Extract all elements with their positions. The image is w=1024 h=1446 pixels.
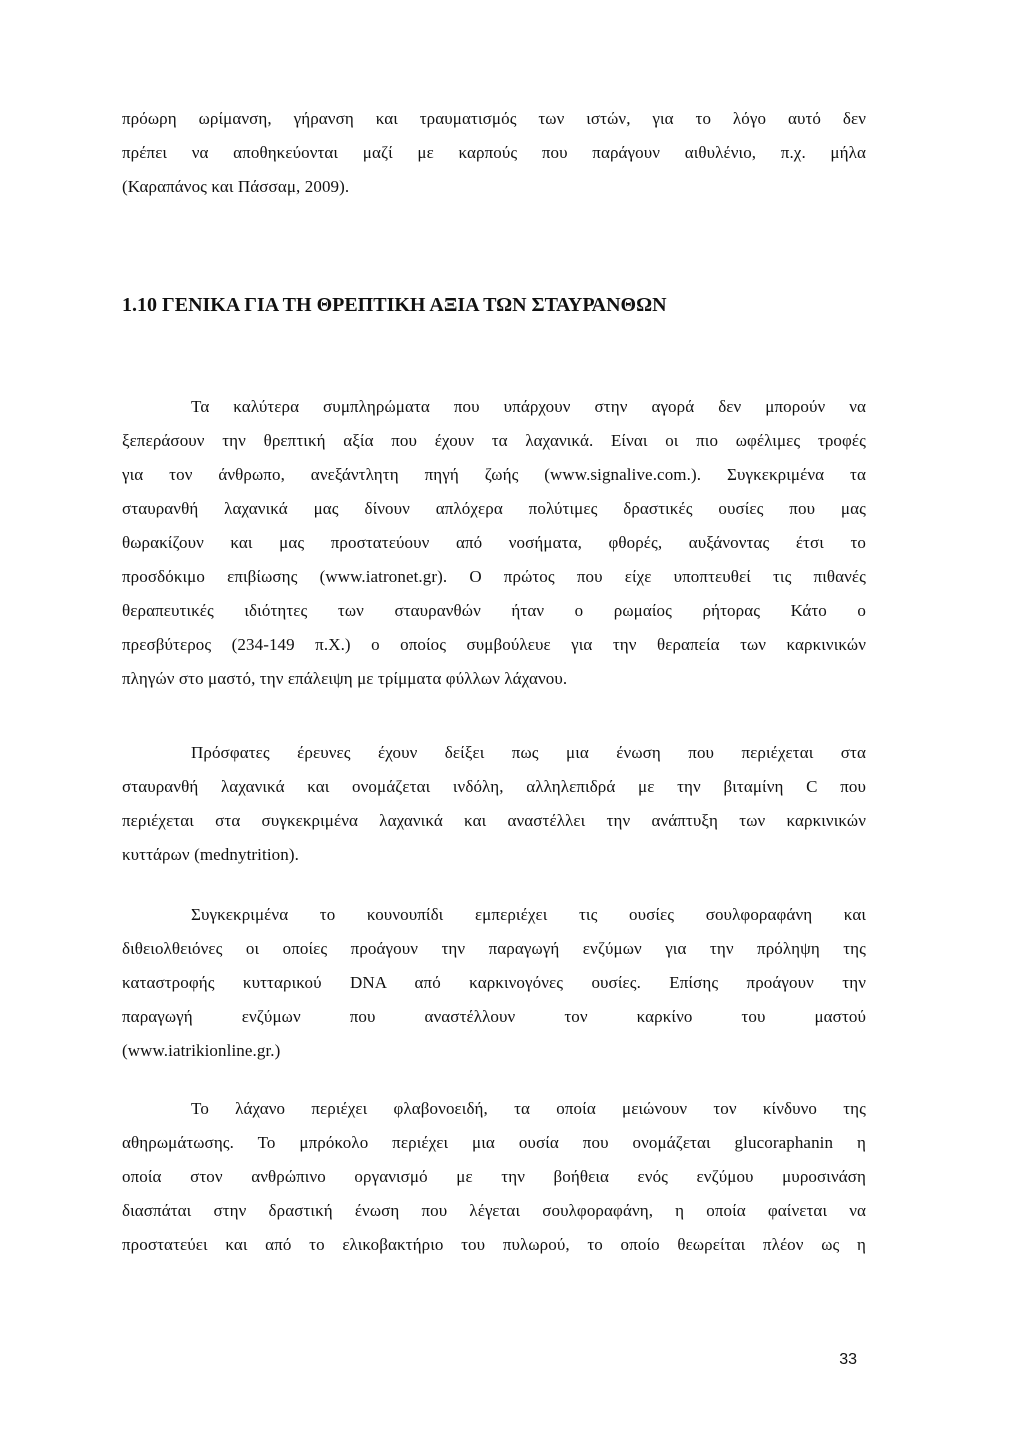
text-line: Τα καλύτερα συμπληρώματα που υπάρχουν στην αγορά δεν μπορούν να: [191, 397, 866, 416]
paragraph-recent-research: [122, 736, 866, 872]
text-line: Το λάχανο περιέχει φλαβονοειδή, τα οποία μειώνουν τον κίνδυνο της: [191, 1099, 866, 1118]
paragraph-nutritional-value: [122, 390, 866, 696]
text-line: περιέχεται στα συγκεκριμένα λαχανικά και αναστέλλει την ανάπτυξη των καρκινικών: [122, 811, 866, 830]
text-line: παραγωγή ενζύμων που αναστέλλουν τον καρκίνο του μαστού: [122, 1007, 866, 1026]
text-line: πρόωρη ωρίμανση, γήρανση και τραυματισμός των ιστών, για το λόγο αυτό δεν: [122, 109, 866, 128]
paragraph-cauliflower: [122, 898, 866, 1068]
text-line: πρεσβύτερος (234-149 π.Χ.) ο οποίος συμβούλευε για την θεραπεία των καρκινικών: [122, 635, 866, 654]
page-number: 33: [839, 1351, 857, 1368]
text-line: Πρόσφατες έρευνες έχουν δείξει πως μια ένωση που περιέχεται στα: [191, 743, 866, 762]
text-line: οποία στον ανθρώπινο οργανισμό με την βοήθεια ενός ενζύμου μυροσινάση: [122, 1167, 866, 1186]
text-line: διθειολθειόνες οι οποίες προάγουν την παραγωγή ενζύμων για την πρόληψη της: [122, 939, 866, 958]
text-line: προσδόκιμο επιβίωσης (www.iatronet.gr). Ο πρώτος που είχε υποπτευθεί τις πιθανές: [122, 567, 866, 586]
paragraph-cabbage-broccoli: [122, 1092, 866, 1262]
text-line: πληγών στο μαστό, την επάλειψη με τρίμματα φύλλων λάχανου.: [122, 669, 568, 688]
text-line: Συγκεκριμένα το κουνουπίδι εμπεριέχει τις ουσίες σουλφοραφάνη και: [191, 905, 866, 924]
text-line: αθηρωμάτωσης. Το μπρόκολο περιέχει μια ουσία που ονομάζεται glucoraphanin η: [122, 1133, 866, 1152]
text-line: κυττάρων (mednytrition).: [122, 845, 299, 864]
text-line: (Καραπάνος και Πάσσαμ, 2009).: [122, 177, 350, 196]
text-line: θεραπευτικές ιδιότητες των σταυρανθών ήταν ο ρωμαίος ρήτορας Κάτο ο: [122, 601, 866, 620]
text-line: πρέπει να αποθηκεύονται μαζί με καρπούς που παράγουν αιθυλένιο, π.χ. μήλα: [122, 143, 866, 162]
text-line: για τον άνθρωπο, ανεξάντλητη πηγή ζωής (www.signalive.com.). Συγκεκριμένα τα: [122, 465, 866, 484]
top-paragraph: [122, 102, 866, 204]
text-line: καταστροφής κυτταρικού DNA από καρκινογόνες ουσίες. Επίσης προάγουν την: [122, 973, 866, 992]
text-line: διασπάται στην δραστική ένωση που λέγεται σουλφοραφάνη, η οποία φαίνεται να: [122, 1201, 866, 1220]
text-line: σταυρανθή λαχανικά μας δίνουν απλόχερα πολύτιμες δραστικές ουσίες που μας: [122, 499, 866, 518]
text-line: προστατεύει και από το ελικοβακτήριο του πυλωρού, το οποίο θεωρείται πλέον ως η: [122, 1235, 866, 1254]
text-line: σταυρανθή λαχανικά και ονομάζεται ινδόλη, αλληλεπιδρά με την βιταμίνη C που: [122, 777, 866, 796]
text-line: ξεπεράσουν την θρεπτική αξία που έχουν τα λαχανικά. Είναι οι πιο ωφέλιμες τροφές: [122, 431, 866, 450]
text-line: (www.iatrikionline.gr.): [122, 1041, 281, 1060]
text-line: θωρακίζουν και μας προστατεύουν από νοσήματα, φθορές, αυξάνοντας έτσι το: [122, 533, 866, 552]
section-heading: 1.10 ΓΕΝΙΚΑ ΓΙΑ ΤΗ ΘΡΕΠΤΙΚΗ ΑΞΙΑ ΤΩΝ ΣΤΑΥΡΑΝΘΩΝ: [122, 294, 667, 316]
